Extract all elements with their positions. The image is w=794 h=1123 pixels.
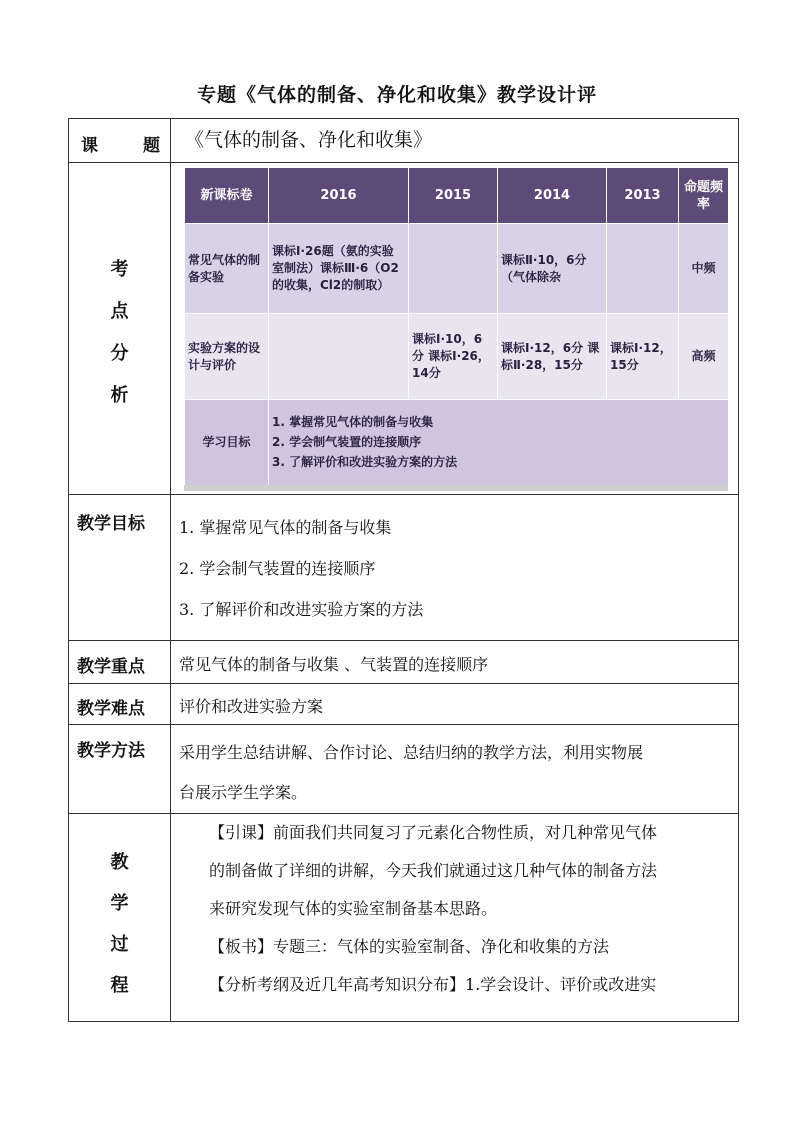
key-point-value: 常见气体的制备与收集 、气装置的连接顺序 [179, 655, 489, 674]
process-char-4: 程 [110, 975, 129, 996]
header-paper: 新课标卷 [185, 168, 269, 224]
header-2015: 2015 [409, 168, 498, 224]
difficulty-row [69, 684, 739, 725]
process-para-2: 【板书】专题三：气体的实验室制备、净化和收集的方法 [209, 937, 610, 956]
analysis-char-3: 分 [110, 343, 129, 364]
row2-2015: 课标Ⅰ·10，6分 课标Ⅰ·26，14分 [409, 314, 498, 400]
process-para-1b: 的制备做了详细的讲解，今天我们就通过这几种气体的制备方法 [209, 861, 658, 880]
method-row [69, 725, 739, 814]
study-goal-label: 学习目标 [185, 400, 269, 486]
goals-label: 教学目标 [77, 514, 145, 534]
method-line-2: 台展示学生学案。 [179, 783, 308, 802]
analysis-char-4: 析 [110, 385, 129, 406]
process-row [69, 814, 739, 1022]
method-label: 教学方法 [77, 741, 145, 761]
header-2013: 2013 [607, 168, 679, 224]
analysis-char-1: 考 [110, 259, 129, 280]
row2-2014: 课标Ⅰ·12，6分 课标Ⅱ·28，15分 [498, 314, 607, 400]
method-line-1: 采用学生总结讲解、合作讨论、总结归纳的教学方法，利用实物展 [179, 743, 644, 762]
header-2016: 2016 [269, 168, 409, 224]
study-goal-2: 2. 学会制气装置的连接顺序 [272, 435, 422, 449]
row1-label: 常见气体的制备实验 [185, 224, 269, 314]
row2-2013: 课标Ⅰ·12，15分 [607, 314, 679, 400]
study-goal-3: 3. 了解评价和改进实验方案的方法 [272, 455, 458, 469]
row2-frequency: 高频 [679, 314, 729, 400]
exam-analysis-table [184, 167, 729, 486]
process-char-3: 过 [110, 934, 129, 955]
process-para-1a: 【引课】前面我们共同复习了元素化合物性质，对几种常见气体 [209, 823, 658, 842]
row1-2013 [607, 224, 679, 314]
row1-2016: 课标Ⅰ·26题（氨的实验室制法）课标Ⅲ·6（O2的收集，Cl2的制取） [269, 224, 409, 314]
row2-label: 实验方案的设计与评价 [185, 314, 269, 400]
topic-value: 《气体的制备、净化和收集》 [185, 129, 433, 151]
key-point-row [69, 641, 739, 684]
key-point-label: 教学重点 [77, 657, 145, 677]
row1-2014: 课标Ⅱ·10，6分（气体除杂 [498, 224, 607, 314]
topic-row [69, 119, 739, 163]
row1-frequency: 中频 [679, 224, 729, 314]
row1-2015 [409, 224, 498, 314]
document-title: 专题《气体的制备、净化和收集》教学设计评 [196, 84, 597, 106]
table-image-shadow [184, 485, 728, 491]
header-frequency: 命题频率 [679, 168, 729, 224]
process-char-2: 学 [110, 893, 129, 914]
row2-2016 [269, 314, 409, 400]
goal-item-1: 1. 掌握常见气体的制备与收集 [179, 518, 392, 537]
topic-label-left: 课 [81, 136, 98, 156]
exam-row-goals [185, 400, 729, 486]
process-para-3: 【分析考纲及近几年高考知识分布】1.学会设计、评价或改进实 [209, 975, 657, 994]
process-char-1: 教 [110, 852, 129, 873]
exam-row-gas-prep [185, 224, 729, 314]
exam-row-design [185, 314, 729, 400]
header-2014: 2014 [498, 168, 607, 224]
difficulty-label: 教学难点 [77, 699, 145, 719]
topic-label-right: 题 [143, 136, 160, 156]
difficulty-value: 评价和改进实验方案 [179, 697, 324, 716]
analysis-char-2: 点 [110, 301, 129, 322]
process-para-1c: 来研究发现气体的实验室制备基本思路。 [209, 899, 498, 918]
goal-item-3: 3. 了解评价和改进实验方案的方法 [179, 600, 424, 619]
exam-table-header [185, 168, 729, 224]
study-goal-1: 1. 掌握常见气体的制备与收集 [272, 415, 434, 429]
goals-row [69, 495, 739, 641]
goal-item-2: 2. 学会制气装置的连接顺序 [179, 559, 376, 578]
